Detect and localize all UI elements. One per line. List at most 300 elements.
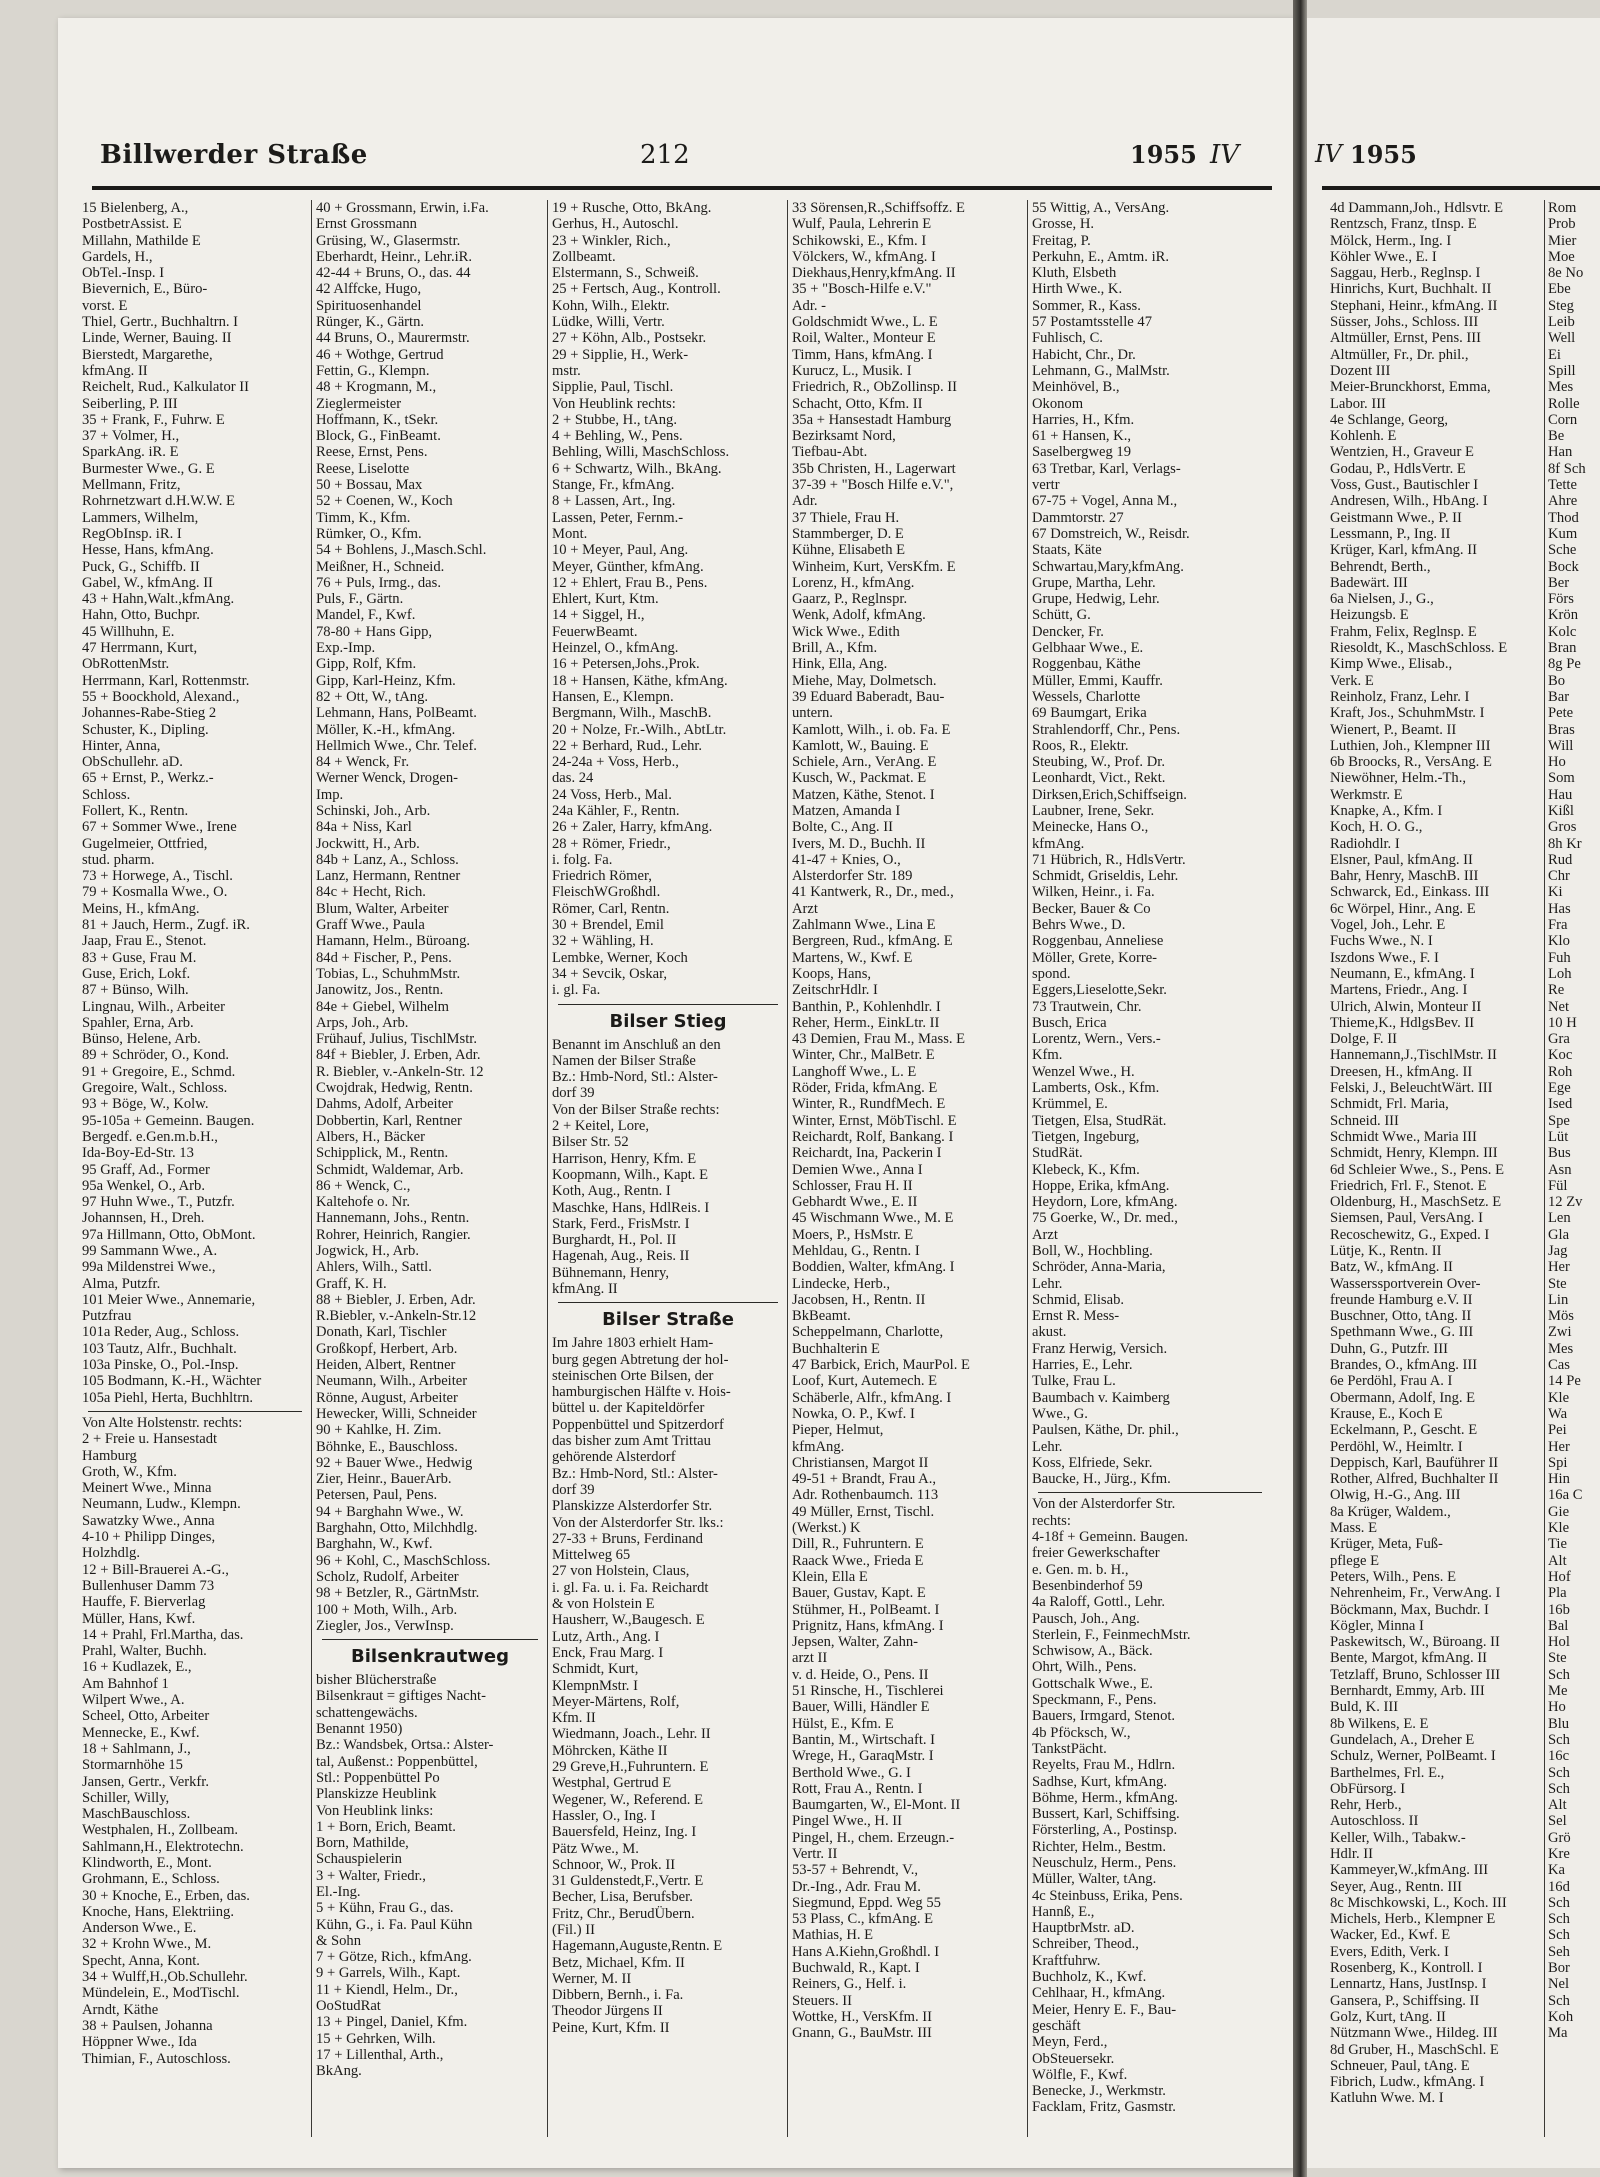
directory-entry: Wa [1548,1405,1568,1422]
directory-entry: 75 Goerke, W., Dr. med., [1032,1210,1178,1227]
directory-entry: Wulf, Paula, Lehrerin E [792,216,932,233]
column-divider [311,200,312,2137]
directory-entry: Grupe, Martha, Lehr. [1032,574,1156,591]
directory-entry: Kamlott, W., Bauing. E [792,737,929,754]
street-section-title: Bilsenkrautweg [351,1646,509,1668]
directory-entry: Lembke, Werner, Koch [552,949,688,966]
directory-entry: Obermann, Adolf, Ing. E [1330,1389,1476,1406]
directory-entry: Harries, E., Lehr. [1032,1357,1133,1374]
directory-entry: Fra [1548,917,1568,934]
directory-entry: Holzhdlg. [82,1545,140,1562]
directory-entry: Schmidt Wwe., Maria III [1330,1128,1477,1145]
directory-entry: Blu [1548,1715,1570,1732]
directory-entry: büttel u. der Kapiteldörfer [552,1400,705,1417]
directory-entry: 26 + Zaler, Harry, kfmAng. [552,819,713,836]
directory-entry: Meißner, H., Schneid. [316,558,445,575]
directory-entry: Loh [1548,965,1572,982]
directory-entry: Staats, Käte [1032,542,1102,559]
directory-entry: Ehlert, Kurt, Ktm. [552,591,659,608]
directory-entry: Förs [1548,591,1574,608]
directory-entry: Becker, Bauer & Co [1032,900,1151,917]
directory-entry: Spahler, Erna, Arb. [82,1014,194,1031]
directory-entry: Seh [1548,1943,1570,1960]
directory-entry: Schlosser, Frau H. II [792,1177,913,1194]
column-divider [1027,200,1028,2137]
directory-entry: Siegmund, Eppd. Weg 55 [792,1894,941,1911]
directory-entry: 103a Pinske, O., Pol.-Insp. [82,1357,239,1374]
directory-entry: Völckers, W., kfmAng. I [792,248,936,265]
directory-entry: Dammtorstr. 27 [1032,509,1124,526]
directory-entry: Meyer, Günther, kfmAng. [552,558,704,575]
directory-entry: Goldschmidt Wwe., L. E [792,314,938,331]
directory-entry: Mellmann, Fritz, [82,477,181,494]
directory-entry: 42 Alffcke, Hugo, [316,281,422,298]
directory-entry: Fuchs Wwe., N. I [1330,933,1433,950]
right-page-year: 1955 [1350,140,1417,169]
directory-entry: Friedrich, R., ObZollinsp. II [792,379,957,396]
directory-entry: Becher, Lisa, Berufsber. [552,1889,693,1906]
directory-entry: Matzen, Amanda I [792,802,901,819]
directory-entry: Gugelmeier, Ottfried, [82,835,208,852]
directory-entry: Roil, Walter., Monteur E [792,330,936,347]
directory-entry: Jag [1548,1243,1568,1259]
directory-entry: Duhn, G., Putzfr. III [1330,1340,1448,1357]
directory-entry: Barghahn, Otto, Milchhdlg. [316,1520,478,1537]
directory-entry: Peine, Kurt, Kfm. II [552,2019,670,2036]
directory-entry: Wick Wwe., Edith [792,623,900,640]
directory-entry: Radiohdlr. I [1330,835,1400,852]
directory-entry: Reichelt, Rud., Kalkulator II [82,379,249,396]
directory-entry: Bergedf. e.Gen.m.b.H., [82,1128,218,1145]
directory-entry: Ber [1548,574,1570,591]
directory-entry: Kle [1548,1389,1570,1406]
directory-entry: Schikowski, E., Kfm. I [792,232,927,249]
right-header-rule [1322,186,1600,190]
directory-entry: Wwe., G. [1032,1405,1088,1422]
directory-entry: Jacobsen, H., Rentn. II [792,1291,926,1308]
directory-entry: Demien Wwe., Anna I [792,1161,923,1178]
directory-entry: 78-80 + Hans Gipp, [316,623,433,640]
directory-entry: Tetzlaff, Bruno, Schlosser III [1330,1666,1501,1683]
directory-entry: Roos, R., Elektr. [1032,737,1129,754]
directory-entry: Elsner, Paul, kfmAng. II [1330,851,1473,868]
directory-entry: Reinholz, Franz, Lehr. I [1330,688,1470,705]
directory-entry: Ernst R. Mess- [1032,1308,1120,1325]
directory-entry: kfmAng. II [552,1281,618,1297]
directory-entry: Bo [1548,672,1566,689]
directory-entry: 12 Zv [1548,1194,1583,1211]
directory-entry: 69 Baumgart, Erika [1032,705,1147,722]
directory-entry: Lütje, K., Rentn. II [1330,1243,1442,1259]
directory-entry: Ivers, M. D., Buchh. II [792,835,926,852]
directory-entry: Kluth, Elsbeth [1032,265,1117,282]
directory-entry: Neuschulz, Herm., Pens. [1032,1854,1177,1871]
directory-entry: Krüger, Karl, kfmAng. II [1330,542,1477,559]
directory-entry: Matzen, Käthe, Stenot. I [792,786,935,803]
directory-entry: 71 Hübrich, R., HdlsVertr. [1032,851,1186,868]
directory-entry: hamburgischen Hälfte v. Hois- [552,1384,731,1401]
directory-entry: 6b Broocks, R., VersAng. E [1330,754,1492,771]
directory-entry: Sadhse, Kurt, kfmAng. [1032,1773,1167,1790]
directory-entry: OoStudRat [316,1998,381,2015]
directory-entry: Bievernich, E., Büro- [82,281,208,298]
directory-entry: Puck, G., Schiffb. II [82,558,200,575]
directory-entry: 41-47 + Knies, O., [792,851,901,868]
directory-entry: 65 + Ernst, P., Werkz.- [82,770,214,787]
directory-entry: Rünger, K., Gärtn. [316,314,425,331]
directory-entry: Hannemann,J.,TischlMstr. II [1330,1047,1497,1064]
directory-entry: 12 + Bill-Brauerei A.-G., [82,1561,229,1578]
directory-entry: Bernhardt, Emmy, Arb. III [1330,1683,1485,1700]
directory-entry: Koops, Hans, [792,965,872,982]
directory-entry: Kraftfuhrw. [1032,1952,1101,1969]
directory-entry: 90 + Kahlke, H. Zim. [316,1422,442,1439]
directory-entry: Seyer, Aug., Rentn. III [1330,1878,1462,1895]
directory-entry: 99 Sammann Wwe., A. [82,1243,218,1259]
directory-entry: Werkmstr. E [1330,786,1403,803]
directory-entry: Wessels, Charlotte [1032,688,1141,705]
directory-entry: Wrege, H., GaraqMstr. I [792,1748,934,1765]
directory-entry: Diekhaus,Henry,kfmAng. II [792,265,956,282]
directory-entry: Meinecke, Hans O., [1032,819,1149,836]
directory-entry: 82 + Ott, W., tAng. [316,688,429,705]
directory-entry: 47 Barbick, Erich, MaurPol. E [792,1357,970,1374]
directory-entry: Blum, Walter, Arbeiter [316,900,449,917]
directory-entry: Zieglermeister [316,395,402,412]
directory-entry: 2 + Stubbe, H., tAng. [552,411,677,428]
directory-entry: Pingel Wwe., H. II [792,1813,902,1830]
directory-entry: 84e + Giebel, Wilhelm [316,998,450,1015]
directory-entry: 4c Steinbuss, Erika, Pens. [1032,1887,1183,1904]
page-year: 1955 [1130,140,1197,169]
directory-entry: vorst. E [82,297,128,314]
directory-entry: 49-51 + Brandt, Frau A., [792,1471,937,1488]
directory-entry: Roggenbau, Anneliese [1032,933,1164,950]
directory-entry: Altmüller, Ernst, Pens. III [1330,330,1482,347]
directory-entry: Rohrer, Heinrich, Rangier. [316,1226,471,1243]
directory-entry: Stl.: Poppenbüttel Po [316,1769,440,1786]
directory-entry: Mier [1548,232,1577,249]
directory-entry: Niewöhner, Helm.-Th., [1330,770,1466,787]
directory-entry: Gabel, W., kfmAng. II [82,574,213,591]
directory-entry: Lüt [1548,1128,1569,1145]
directory-entry: 86 + Wenck, C., [316,1177,411,1194]
directory-entry: Hdlr. II [1330,1845,1373,1862]
directory-entry: 18 + Hansen, Käthe, kfmAng. [552,672,728,689]
directory-entry: gehörende Alsterdorf [552,1449,676,1466]
directory-entry: Jaap, Frau E., Stenot. [82,933,207,950]
directory-entry: Rönne, August, Arbeiter [316,1389,458,1406]
directory-entry: Enck, Frau Marg. I [552,1644,664,1661]
directory-entry: Am Bahnhof 1 [82,1675,169,1692]
directory-entry: Hahn, Otto, Buchpr. [82,607,200,624]
directory-entry: Lingnau, Wilh., Arbeiter [82,998,226,1015]
directory-entry: Scheppelmann, Charlotte, [792,1324,944,1341]
directory-entry: 18 + Sahlmann, J., [82,1740,191,1757]
directory-entry: Bente, Margot, kfmAng. II [1330,1650,1487,1667]
directory-entry: Has [1548,900,1571,917]
directory-entry: 45 Wischmann Wwe., M. E [792,1210,954,1227]
directory-entry: 8b Wilkens, E. E [1330,1715,1429,1732]
directory-entry: Sch [1548,1731,1570,1748]
directory-entry: Heydorn, Lore, kfmAng. [1032,1194,1178,1211]
directory-entry: Müller, Emmi, Kauffr. [1032,672,1163,689]
directory-entry: Luthien, Joh., Klempner III [1330,737,1491,754]
directory-entry: Gie [1548,1503,1570,1520]
directory-entry: Alsterdorfer Str. 189 [792,868,913,885]
directory-entry: Cwojdrak, Hedwig, Rentn. [316,1080,473,1097]
directory-entry: Schäberle, Alfr., kfmAng. I [792,1389,952,1406]
directory-entry: Werner Wenck, Drogen- [316,770,459,787]
directory-entry: Neumann, E., kfmAng. I [1330,965,1475,982]
directory-entry: dorf 39 [552,1085,595,1102]
directory-entry: 100 + Moth, Wilh., Arb. [316,1601,458,1618]
directory-column-2 [316,200,544,2165]
directory-entry: Kfm. [1032,1047,1063,1064]
directory-entry: 14 + Prahl, Frl.Martha, das. [82,1626,244,1643]
directory-entry: Steg [1548,297,1574,314]
directory-entry: Knoche, Hans, Elektriing. [82,1903,234,1920]
directory-entry: 29 + Sipplie, H., Werk- [552,346,689,363]
directory-entry: Gerhus, H., Autoschl. [552,216,679,233]
directory-entry: Pla [1548,1585,1567,1602]
directory-entry: 20 + Nolze, Fr.-Wilh., AbtLtr. [552,721,727,738]
directory-entry: Bz.: Wandsbek, Ortsa.: Alster- [316,1737,494,1754]
directory-entry: Bauers, Irmgard, Stenot. [1032,1708,1176,1725]
directory-entry: Meinert Wwe., Minna [82,1480,212,1497]
directory-entry: Elstermann, S., Schweiß. [552,265,699,282]
directory-entry: Prahl, Walter, Buchh. [82,1643,207,1660]
directory-entry: Follert, K., Rentn. [82,802,189,819]
directory-entry: dorf 39 [552,1481,595,1498]
directory-entry: Cas [1548,1357,1570,1374]
directory-entry: 55 + Boockhold, Alexand., [82,688,240,705]
directory-entry: Ulrich, Alwin, Monteur II [1330,998,1482,1015]
directory-entry: Imp. [316,786,344,803]
directory-entry: Klebeck, K., Kfm. [1032,1161,1140,1178]
directory-entry: Steuers. II [792,1992,852,2009]
directory-entry: Gnann, G., BauMstr. III [792,2025,932,2042]
directory-entry: Perkuhn, E., Amtm. iR. [1032,248,1170,265]
directory-entry: Nowka, O. P., Kwf. I [792,1405,915,1422]
directory-entry: Kaltehofe o. Nr. [316,1194,411,1211]
street-section-title: Bilser Stieg [609,1010,727,1032]
directory-entry: Mehldau, G., Rentn. I [792,1243,920,1259]
directory-entry: Bal [1548,1617,1569,1634]
directory-entry: 4e Schlange, Georg, [1330,411,1449,428]
directory-entry: Grosse, H. [1032,216,1095,233]
directory-entry: Müller, Hans, Kwf. [82,1610,196,1627]
directory-entry: Seiberling, P. III [82,395,178,412]
directory-entry: Buchholz, K., Kwf. [1032,1969,1147,1986]
section-rule [558,1302,778,1303]
directory-entry: Recoschewitz, G., Exped. I [1330,1226,1490,1243]
directory-entry: Bahr, Henry, MaschB. III [1330,868,1479,885]
directory-entry: 91 + Gregoire, E., Schmd. [82,1063,236,1080]
directory-entry: Graff Wwe., Paula [316,917,425,934]
directory-column-6 [1330,200,1542,2165]
directory-entry: Gra [1548,1031,1570,1048]
directory-entry: StudRät. [1032,1145,1083,1162]
directory-entry: Planskizze Heublink [316,1786,437,1803]
directory-entry: Riesoldt, K., MaschSchloss. E [1330,640,1508,657]
directory-entry: Sche [1548,542,1577,559]
directory-entry: Kimp Wwe., Elisab., [1330,656,1453,673]
directory-entry: Leonhardt, Vict., Rekt. [1032,770,1166,787]
directory-entry: Wölfle, F., Kwf. [1032,2066,1128,2083]
directory-entry: 44 Bruns, O., Maurermstr. [316,330,470,347]
directory-entry: 51 Rinsche, H., Tischlerei [792,1683,944,1700]
directory-entry: 17 + Lillenthal, Arth., [316,2046,444,2063]
directory-entry: Geistmann Wwe., P. II [1330,509,1462,526]
directory-entry: Schmidt, Frl. Maria, [1330,1096,1449,1113]
directory-entry: Gottschalk Wwe., E. [1032,1675,1153,1692]
directory-entry: Sahlmann,H., Elektrotechn. [82,1838,244,1855]
column-divider [547,200,548,2137]
directory-entry: Schwisow, A., Bäck. [1032,1643,1153,1660]
directory-entry: Scholz, Rudolf, Arbeiter [316,1568,459,1585]
directory-entry: Heizungsb. E [1330,607,1409,624]
directory-entry: 34 + Wulff,H.,Ob.Schullehr. [82,1969,248,1986]
directory-entry: Schacht, Otto, Kfm. II [792,395,923,412]
page-street-heading: Billwerder Straße [100,140,368,170]
directory-entry: Ki [1548,884,1563,901]
directory-entry: 15 Bielenberg, A., [82,200,189,216]
directory-entry: Betz, Michael, Kfm. II [552,1954,685,1971]
directory-entry: Meyer-Märtens, Rolf, [552,1693,680,1710]
directory-entry: 67 Domstreich, W., Reisdr. [1032,525,1190,542]
directory-entry: kfmAng. [792,1438,845,1455]
directory-entry: Fettin, G., Klempn. [316,362,430,379]
directory-entry: Stark, Ferd., FrisMstr. I [552,1215,690,1232]
directory-entry: Meins, H., kfmAng. [82,900,200,917]
directory-entry: 101a Reder, Aug., Schloss. [82,1324,240,1341]
directory-entry: Baumgarten, W., El-Mont. II [792,1797,961,1814]
directory-entry: 79 + Kosmalla Wwe., O. [82,884,228,901]
directory-entry: SparkAng. iR. E [82,444,179,461]
directory-entry: Gipp, Karl-Heinz, Kfm. [316,672,456,689]
directory-entry: Meinhövel, B., [1032,379,1120,396]
directory-entry: Bilser Str. 52 [552,1134,629,1151]
directory-entry: Schneuer, Paul, tAng. E [1330,2057,1470,2074]
directory-entry: Be [1548,428,1565,445]
directory-entry: & von Holstein E [552,1596,655,1613]
directory-entry: Ised [1548,1096,1573,1113]
directory-entry: Brandes, O., kfmAng. III [1330,1357,1478,1374]
directory-entry: Buchwald, R., Kapt. I [792,1960,920,1977]
directory-entry: 8 + Lassen, Art., Ing. [552,493,676,510]
directory-entry: 8h Kr [1548,835,1582,852]
directory-entry: spond. [1032,965,1071,982]
directory-entry: Gansera, P., Schiffsing. II [1330,1992,1480,2009]
directory-entry: Schipplick, M., Rentn. [316,1145,449,1162]
directory-entry: 22 + Berhard, Rud., Lehr. [552,737,703,754]
directory-entry: Lennartz, Hans, JustInsp. I [1330,1976,1487,1993]
directory-entry: Laubner, Irene, Sekr. [1032,802,1155,819]
directory-entry: kfmAng. II [82,362,148,379]
directory-entry: Reese, Ernst, Pens. [316,444,428,461]
directory-entry: 24 Voss, Herb., Mal. [552,786,672,803]
directory-entry: 84 + Wenck, Fr. [316,754,410,771]
directory-entry: Cehlhaar, H., kfmAng. [1032,1985,1166,2002]
directory-entry: Buchhalterin E [792,1340,880,1357]
directory-entry: Schwarck, Ed., Einkass. III [1330,884,1490,901]
directory-entry: Albers, H., Bäcker [316,1128,426,1145]
directory-entry: Graff, K. H. [316,1275,387,1292]
directory-entry: tal, Außenst.: Poppenbüttel, [316,1753,478,1770]
directory-entry: 48 + Krogmann, M., [316,379,437,396]
directory-entry: Mös [1548,1308,1574,1325]
directory-entry: Pausch, Joh., Ang. [1032,1610,1140,1627]
directory-entry: akust. [1032,1324,1067,1341]
directory-entry: Nützmann Wwe., Hildeg. III [1330,2025,1498,2042]
directory-entry: Planskizze Alsterdorfer Str. [552,1498,713,1515]
directory-entry: Koss, Elfriede, Sekr. [1032,1454,1153,1471]
directory-entry: Badewärt. III [1330,574,1408,591]
directory-entry: Ege [1548,1080,1571,1097]
directory-entry: stud. pharm. [82,851,155,868]
directory-entry: 16c [1548,1748,1570,1765]
directory-entry: Speckmann, F., Pens. [1032,1692,1157,1709]
directory-entry: Chr [1548,868,1570,885]
directory-entry: 4-18f + Gemeinn. Baugen. [1032,1529,1189,1546]
directory-entry: Krause, E., Koch E [1330,1405,1443,1422]
directory-entry: 4b Pföcksch, W., [1032,1724,1131,1741]
directory-entry: Well [1548,330,1576,347]
directory-entry: Gaarz, P., Reglnspr. [792,591,908,608]
directory-entry: Ei [1548,346,1561,363]
directory-entry: 13 + Pingel, Daniel, Kfm. [316,2014,468,2031]
directory-entry: El.-Ing. [316,1883,361,1900]
directory-entry: Block, G., FinBeamt. [316,428,441,445]
directory-entry: Prignitz, Hans, kfmAng. I [792,1617,944,1634]
directory-entry: Hirth Wwe., K. [1032,281,1123,298]
directory-entry: PostbetrAssist. E [82,216,182,233]
directory-entry: Jockwitt, H., Arb. [316,835,420,852]
directory-entry: Fül [1548,1177,1568,1194]
directory-entry: Sawatzky Wwe., Anna [82,1512,215,1529]
directory-entry: Winheim, Kurt, VersKfm. E [792,558,956,575]
directory-entry: Adr. Rothenbaumch. 113 [792,1487,939,1504]
directory-entry: Berthold Wwe., G. I [792,1764,911,1781]
directory-entry: Sipplie, Paul, Tischl. [552,379,674,396]
directory-entry: Rud [1548,851,1573,868]
directory-entry: Donath, Karl, Tischler [316,1324,447,1341]
section-rule [322,1639,538,1640]
directory-entry: 31 Guldenstedt,F.,Vertr. E [552,1873,704,1890]
directory-entry: Lehmann, G., MalMstr. [1032,362,1170,379]
directory-entry: 37 Thiele, Frau H. [792,509,900,526]
directory-entry: Michels, Herb., Klempner E [1330,1911,1496,1928]
directory-entry: 32 + Krohn Wwe., M. [82,1936,212,1953]
directory-entry: Peters, Wilh., Pens. E [1330,1568,1457,1585]
directory-entry: Behling, Willi, MaschSchloss. [552,444,730,461]
directory-entry: 52 + Coenen, W., Koch [316,493,453,510]
directory-entry: Kühn, G., i. Fa. Paul Kühn [316,1916,473,1933]
directory-entry: Rehr, Herb., [1330,1797,1402,1814]
directory-entry: 98 + Betzler, R., GärtnMstr. [316,1585,480,1602]
directory-entry: Schmid, Elisab. [1032,1291,1125,1308]
directory-entry: 27 von Holstein, Claus, [552,1563,690,1580]
directory-entry: Koth, Aug., Rentn. I [552,1183,671,1200]
directory-entry: Theodor Jürgens II [552,2003,663,2020]
directory-entry: Hin [1548,1471,1570,1488]
directory-entry: KlempnMstr. I [552,1677,638,1694]
directory-entry: 84c + Hecht, Rich. [316,884,426,901]
directory-entry: Mes [1548,1340,1574,1357]
directory-entry: Labor. III [1330,395,1386,412]
directory-entry: 37-39 + "Bosch Hilfe e.V.", [792,477,954,494]
